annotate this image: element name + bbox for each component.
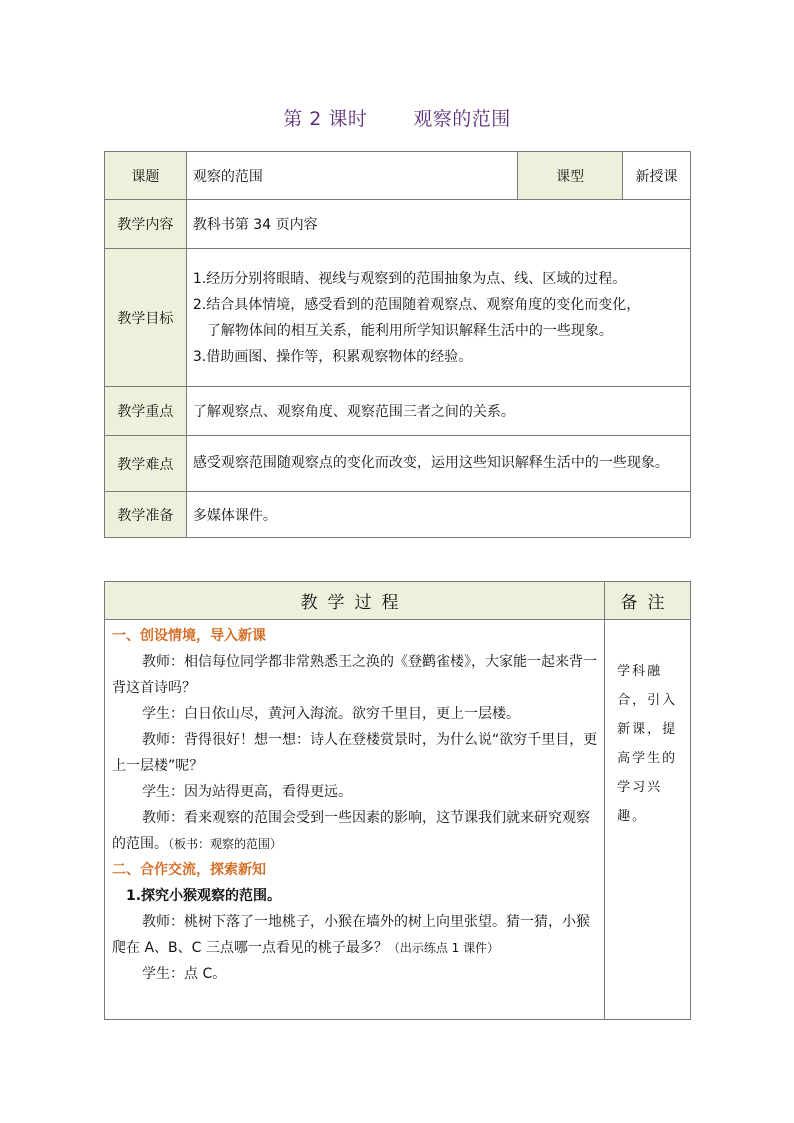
paragraph: 学生：因为站得更高，看得更远。 — [142, 784, 352, 800]
teaching-process-table — [104, 581, 691, 1020]
prep-row — [105, 492, 691, 538]
paragraph: 教师：背得很好！想一想：诗人在登楼赏景时，为什么说“欲穷千里目，更上一层楼”呢？ — [112, 732, 598, 774]
prep-value: 多媒体课件。 — [186, 492, 690, 538]
paragraph-text: 教师：桃树下落了一地桃子，小猴在墙外的树上向里张望。猜一猜，小猴爬在 A、B、C 三点哪一点看见的桃子最多？ — [112, 914, 590, 956]
topic-row — [105, 152, 691, 200]
note-header: 备注 — [605, 582, 691, 620]
prep-label: 教学准备 — [105, 492, 187, 538]
paragraph — [112, 909, 598, 961]
subsection-heading: 1.探究小猴观察的范围。 — [126, 888, 282, 904]
topic-label: 课题 — [105, 152, 187, 200]
focus-value: 了解观察点、观察角度、观察范围三者之间的关系。 — [186, 387, 690, 436]
goals-row — [105, 249, 691, 387]
paragraph: 学生：白日依山尽，黄河入海流。欲穷千里目，更上一层楼。 — [142, 706, 520, 722]
goal-item: 3.借助画图、操作等，积累观察物体的经验。 — [192, 348, 473, 365]
lesson-info-table — [104, 151, 691, 538]
difficulty-label: 教学难点 — [105, 436, 187, 492]
paragraph: 教师：相信每位同学都非常熟悉王之涣的《登鹳雀楼》，大家能一起来背一背这首诗吗？ — [112, 654, 597, 696]
paragraph — [112, 805, 598, 857]
remark-text: 学科融合，引入新课，提高学生的学习兴趣。 — [605, 620, 691, 1020]
content-label: 教学内容 — [105, 200, 187, 249]
goal-item: 了解物体间的相互关系，能利用所学知识解释生活中的一些现象。 — [206, 322, 613, 339]
paragraph: 学生：点 C。 — [142, 966, 227, 982]
content-row — [105, 200, 691, 249]
difficulty-value: 感受观察范围随观察点的变化而改变，运用这些知识解释生活中的一些现象。 — [186, 436, 690, 492]
content-value: 教科书第 34 页内容 — [186, 200, 690, 249]
type-label: 课型 — [518, 152, 623, 200]
goal-item: 2.结合具体情境，感受看到的范围随着观察点、观察角度的变化而变化， — [192, 296, 641, 313]
section-heading: 一、创设情境，导入新课 — [112, 628, 266, 644]
type-value: 新授课 — [623, 152, 691, 200]
board-note: （板书：观察的范围） — [168, 837, 283, 851]
paragraph-text: 教师：看来观察的范围会受到一些因素的影响，这节课我们就来研究观察的范围。 — [112, 810, 590, 852]
goal-item: 1.经历分别将眼睛、视线与观察到的范围抽象为点、线、区域的过程。 — [192, 270, 627, 287]
process-body-row — [105, 620, 691, 1020]
difficulty-row — [105, 436, 691, 492]
focus-row — [105, 387, 691, 436]
goals-label: 教学目标 — [105, 249, 187, 387]
topic-value: 观察的范围 — [186, 152, 517, 200]
focus-label: 教学重点 — [105, 387, 187, 436]
page-title: 第 2 课时 观察的范围 — [283, 108, 511, 130]
courseware-note: （出示练点 1 课件） — [387, 941, 500, 955]
goals-list — [186, 249, 690, 387]
section-heading: 二、合作交流，探索新知 — [112, 862, 266, 878]
process-header: 教学过程 — [105, 582, 605, 620]
process-header-row — [105, 582, 691, 620]
process-content — [105, 620, 605, 1020]
